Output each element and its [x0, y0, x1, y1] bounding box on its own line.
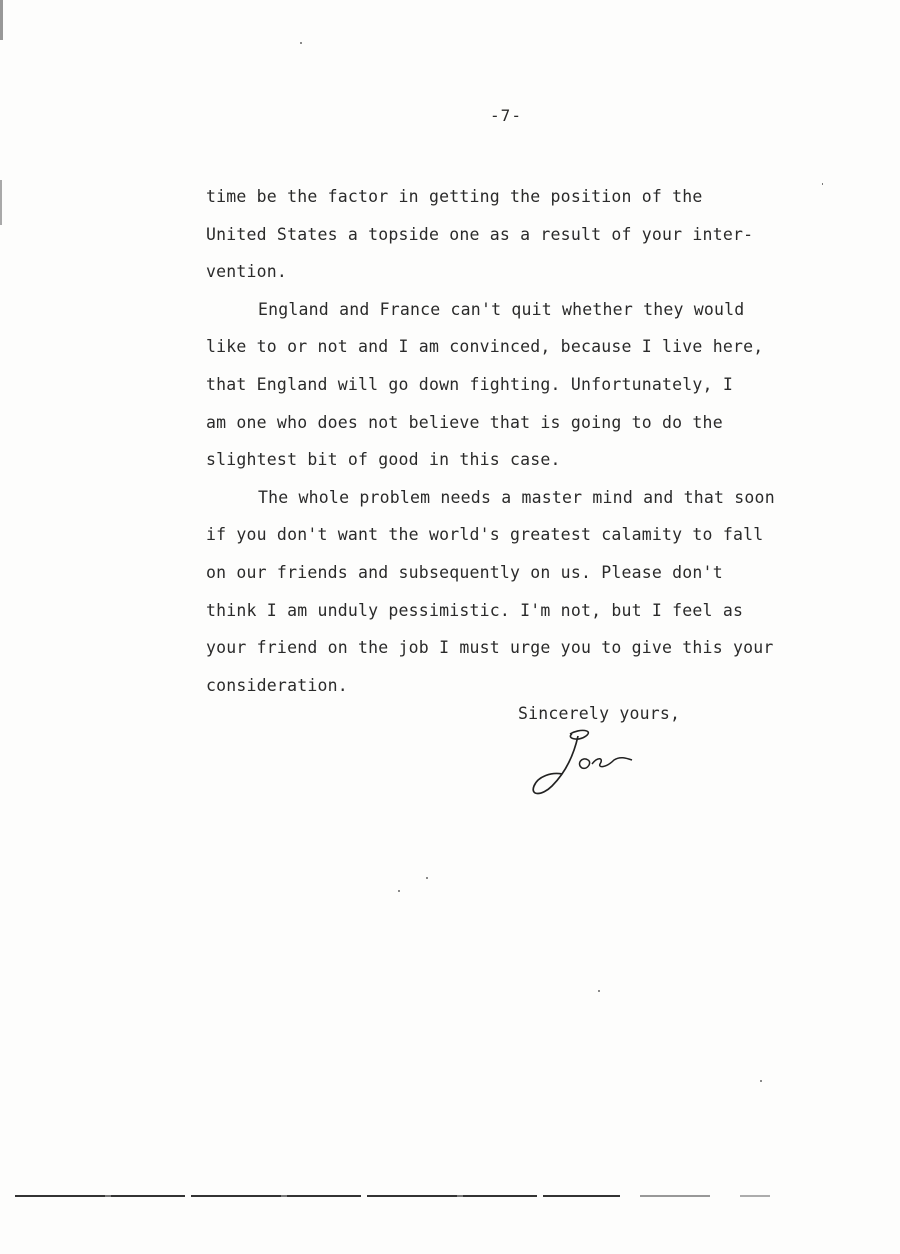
paragraph: [206, 479, 826, 705]
paragraph: [206, 291, 826, 479]
text-line: time be the factor in getting the position of the: [206, 187, 703, 206]
scan-edge-mark: [0, 0, 3, 40]
text-line: if you don't want the world's greatest calamity to fall: [206, 525, 764, 545]
bottom-rule-fragment: [740, 1195, 770, 1197]
text-line: am one who does not believe that is going to do the: [206, 412, 723, 432]
text-line: United States a topside one as a result of your inter-: [206, 224, 754, 244]
text-line: England and France can't quit whether they would: [258, 299, 745, 319]
letter-body: [206, 178, 826, 704]
page-number: -7-: [490, 106, 522, 125]
text-line: your friend on the job I must urge you to give this your: [206, 638, 774, 658]
text-line: that England will go down fighting. Unfortunately, I: [206, 374, 733, 394]
paragraph: [206, 178, 826, 291]
scan-speck: [398, 890, 400, 892]
text-line: think I am unduly pessimistic. I'm not, but I feel as: [206, 600, 744, 620]
scan-speck: [598, 990, 600, 992]
text-line: slightest bit of good in this case.: [206, 450, 561, 470]
text-line: The whole problem needs a master mind and that soon: [258, 487, 775, 507]
handwritten-signature: [522, 724, 652, 804]
text-line: vention.: [206, 262, 288, 282]
scan-speck: [300, 42, 302, 44]
closing-salutation: Sincerely yours,: [518, 704, 681, 723]
text-line: like to or not and I am convinced, because I live here,: [206, 337, 764, 357]
scan-speck: [760, 1080, 762, 1082]
scan-edge-mark: [0, 180, 2, 225]
scan-speck: [822, 183, 823, 185]
text-line: consideration.: [206, 675, 348, 695]
text-line: on our friends and subsequently on us. Please don't: [206, 562, 723, 582]
scan-speck: [426, 877, 428, 879]
bottom-rule: [15, 1195, 620, 1197]
bottom-rule-fragment: [640, 1195, 710, 1197]
